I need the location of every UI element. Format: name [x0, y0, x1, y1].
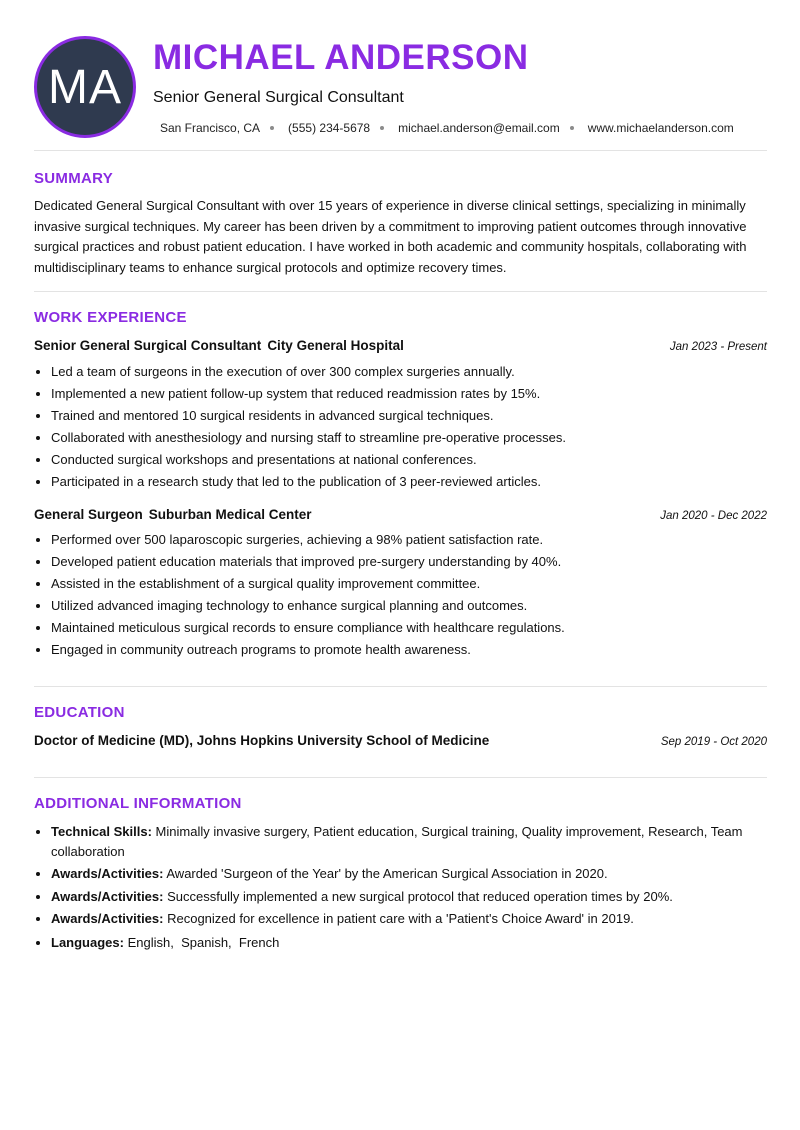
info-label: Languages:	[51, 934, 124, 950]
list-item: • Utilized advanced imaging technology to enhance surgical planning and outcomes.	[51, 595, 784, 617]
info-label: Technical Skills:	[51, 824, 152, 839]
list-item: • Maintained meticulous surgical records to ensure compliance with healthcare regulations.	[51, 617, 784, 639]
education-heading: EDUCATION	[34, 704, 125, 721]
list-item	[51, 933, 784, 953]
summary-text: Dedicated General Surgical Consultant with over 15 years of experience in diverse clinical settings, specializing in minimally invasive surgical techniques. My career has been driven by a commitment to improving patient outcomes through innovative surgical practices and robust patient education. I have worked in both academic and community hospitals, collaborating with multidisciplinary teams to enhance surgical protocols and optimize recovery times.	[34, 198, 747, 275]
section-divider	[34, 291, 767, 292]
list-item: • Engaged in community outreach programs to promote health awareness.	[51, 639, 784, 661]
job-title: General Surgeon	[34, 507, 143, 522]
contact-location: San Francisco, CA	[160, 121, 261, 135]
list-item: • Implemented a new patient follow-up system that reduced readmission rates by 15%.	[51, 383, 784, 405]
job-dates: Jan 2020 - Dec 2022	[660, 510, 767, 522]
job-title: Senior General Surgical Consultant	[34, 338, 262, 353]
list-item: • Conducted surgical workshops and presentations at national conferences.	[51, 449, 784, 471]
contact-line	[160, 120, 734, 136]
additional-heading: ADDITIONAL INFORMATION	[34, 795, 242, 812]
contact-email[interactable]: michael.anderson@email.com	[398, 121, 560, 135]
list-item: • Developed patient education materials that improved pre-surgery understanding by 40%.	[51, 551, 784, 573]
separator-dot	[270, 126, 274, 130]
candidate-title: Senior General Surgical Consultant	[153, 89, 404, 106]
separator-dot	[380, 126, 384, 130]
additional-list	[34, 822, 784, 955]
list-item: • Participated in a research study that led to the publication of 3 peer-reviewed articles.	[51, 471, 784, 493]
education-dates: Sep 2019 - Oct 2020	[660, 736, 767, 748]
job-header	[34, 507, 767, 522]
info-text: English, Spanish, French	[127, 934, 280, 950]
section-divider	[34, 150, 767, 151]
avatar	[34, 36, 136, 138]
summary-heading: SUMMARY	[34, 170, 114, 187]
education-entry	[34, 733, 767, 748]
job-company: Suburban Medical Center	[148, 507, 312, 522]
list-item: • Trained and mentored 10 surgical residents in advanced surgical techniques.	[51, 405, 784, 427]
info-label: Awards/Activities:	[51, 911, 164, 926]
list-item	[51, 887, 784, 907]
section-divider	[34, 686, 767, 687]
info-text: Recognized for excellence in patient care with a 'Patient's Choice Award' in 2019.	[167, 911, 634, 926]
job-title-line	[34, 507, 312, 522]
job-bullets	[34, 529, 784, 661]
job-dates: Jan 2023 - Present	[669, 341, 767, 353]
education-degree: Doctor of Medicine (MD), Johns Hopkins University School of Medicine	[34, 733, 490, 748]
list-item: • Performed over 500 laparoscopic surgeries, achieving a 98% patient satisfaction rate.	[51, 529, 784, 551]
contact-website[interactable]: www.michaelanderson.com	[587, 121, 734, 135]
job-company: City General Hospital	[267, 338, 404, 353]
job-header	[34, 338, 767, 353]
list-item: • Led a team of surgeons in the execution of over 300 complex surgeries annually.	[51, 361, 784, 383]
list-item	[51, 909, 784, 929]
separator-dot	[570, 126, 574, 130]
section-divider	[34, 777, 767, 778]
job-title-line	[34, 338, 404, 353]
info-text: Minimally invasive surgery, Patient education, Surgical training, Quality improvement, Research, Team collaboration	[51, 824, 743, 859]
job-bullets	[34, 361, 784, 493]
info-text: Successfully implemented a new surgical protocol that reduced operation times by 20%.	[167, 888, 673, 904]
contact-phone[interactable]: (555) 234-5678	[288, 121, 371, 135]
list-item: • Assisted in the establishment of a surgical quality improvement committee.	[51, 573, 784, 595]
avatar-initials: MA	[48, 60, 122, 114]
candidate-name: MICHAEL ANDERSON	[153, 38, 529, 77]
info-text: Awarded 'Surgeon of the Year' by the American Surgical Association in 2020.	[166, 866, 608, 881]
info-label: Awards/Activities:	[51, 866, 164, 881]
list-item	[51, 864, 784, 884]
experience-heading: WORK EXPERIENCE	[34, 309, 187, 326]
list-item: • Collaborated with anesthesiology and nursing staff to streamline pre-operative processes.	[51, 427, 784, 449]
info-label: Awards/Activities:	[51, 888, 164, 904]
list-item	[51, 822, 784, 861]
